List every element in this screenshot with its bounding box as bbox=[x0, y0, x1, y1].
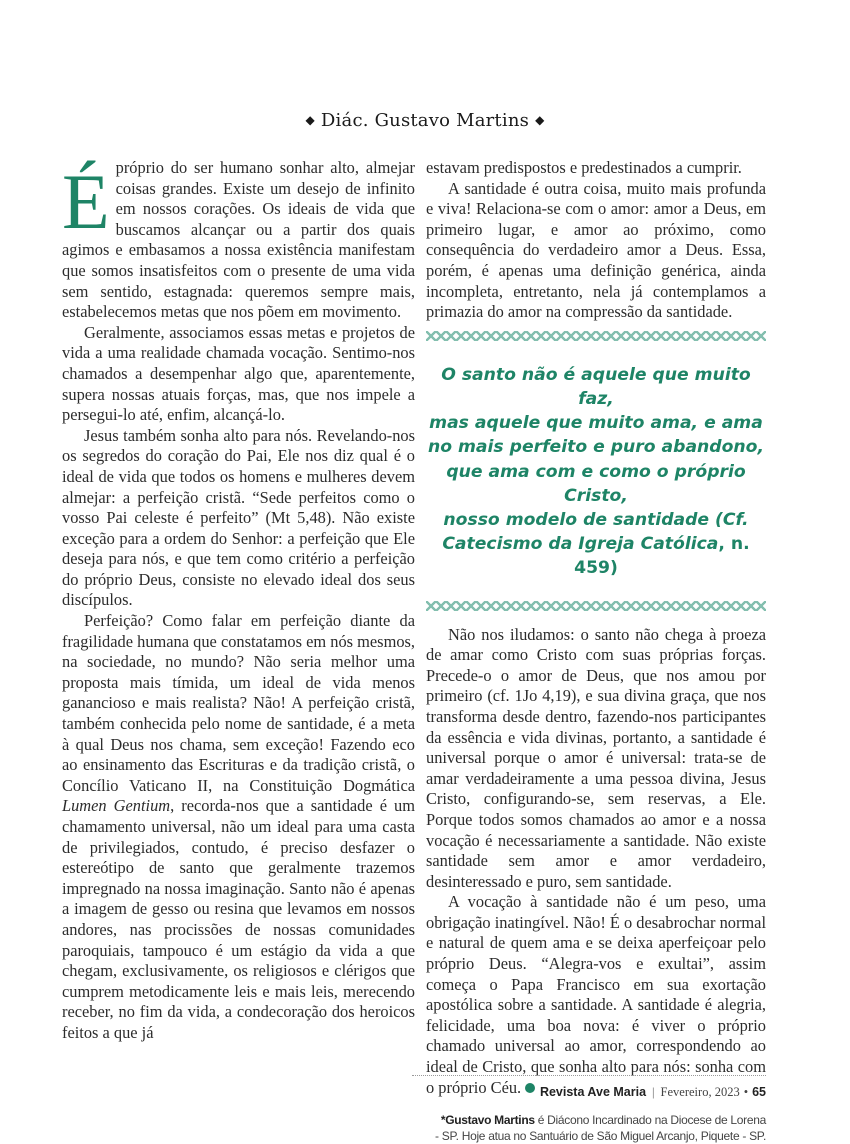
paragraph: A santidade é outra coisa, muito mais profunda e viva! Relaciona-se com o amor: amor a Deus, em primeiro lugar, e amor ao próximo, como consequência do verdadeiro amor a Deus. Essa, porém, é apenas uma definição genérica, ainda incompleta, entretanto, nela já contemplamos a primazia do amor na compressão da santidade. bbox=[426, 178, 766, 322]
pull-quote-line: mas aquele que muito ama, e ama bbox=[429, 413, 763, 434]
separator: | bbox=[652, 1085, 655, 1099]
left-column bbox=[62, 158, 415, 1044]
drop-cap: É bbox=[62, 158, 110, 245]
author-bio: *Gustavo Martins é Diácono Incardinado na Diocese de Lorena - SP. Hoje atua no Santuário de São Miguel Arcanjo, Piquete - SP. bbox=[435, 1113, 766, 1144]
pull-quote-line: nosso modelo de santidade (Cf. bbox=[443, 509, 749, 530]
pull-quote bbox=[426, 349, 766, 593]
paragraph: A vocação à santidade não é um peso, uma obrigação inatingível. Não! É o desabrochar normal e natural de quem ama e se deixa aperfeiçoar pelo próprio Deus. “Alegra-vos e exultai”, assim começa o Papa Francisco em sua exortação apostólica sobre a santidade. A santidade é alegria, felicidade, uma boa nova: é viver o próprio chamado universal ao amor, correspondendo ao ideal de Cristo, que sonha alto para nós: sonha com o próprio Céu. bbox=[426, 892, 766, 1097]
paragraph: Épróprio do ser humano sonhar alto, almejar coisas grandes. Existe um desejo de infinito em nossos corações. Os ideais de vida que buscamos alcançar ou a partir dos quais agimos e embasamos a nossa existência manifestam que somos insatisfeitos com o presente de uma vida sem sentido, estagnada: queremos sempre mais, estabelecemos metas que nos põem em movimento. bbox=[62, 158, 415, 322]
author-name: Diác. Gustavo Martins bbox=[320, 110, 530, 131]
pull-quote-line: que ama com e como o próprio Cristo, bbox=[446, 461, 746, 506]
paragraph: Geralmente, associamos essas metas e projetos de vida a uma realidade chamada vocação. Sentimo-nos chamados a desempenhar algo que, aparentemente, supera nossas atuais forças, mas, que nos impele a persegui-lo até, enfim, alcançá-lo. bbox=[62, 322, 415, 425]
bio-name: *Gustavo Martins bbox=[440, 1113, 535, 1128]
end-of-article-dot-icon bbox=[525, 1083, 535, 1093]
magazine-name: Revista Ave Maria bbox=[539, 1085, 647, 1099]
diamond-border-top bbox=[426, 331, 766, 341]
pull-quote-line: O santo não é aquele que muito faz, bbox=[441, 364, 751, 409]
pull-quote-source: Catecismo da Igreja Católica, n. 459) bbox=[442, 534, 750, 579]
author-byline bbox=[0, 110, 850, 131]
issue-date: Fevereiro, 2023 bbox=[660, 1085, 740, 1099]
diamond-border-bottom bbox=[426, 601, 766, 611]
document-title-italic: Lumen Gentium bbox=[62, 796, 171, 816]
footer-divider bbox=[412, 1075, 766, 1076]
paragraph: Perfeição? Como falar em perfeição diante da fragilidade humana que constatamos em nós mesmos, na sociedade, no mundo? Não seria melhor uma proposta mais tímida, um ideal de vida menos ganancioso e mais realista? Não! A perfeição cristã, também conhecida pelo nome de santidade, é a meta à qual Deus nos chama, sem exceção! Fazendo eco ao ensinamento das Escrituras e da tradição cristã, o Concílio Vaticano II, na Constituição Dogmática Lumen Gentium, recorda-nos que a santidade é um chamamento universal, não um ideal para uma casta de privilegiados, contudo, é preciso desfazer o estereótipo de santo que geralmente trazemos impregnado na nossa imaginação. Santo não é apenas a imagem de gesso ou resina que levamos em nossos andores, nas procissões de nossas comunidades paroquiais, tampouco é um estágio da vida a que chegam, exclusivamente, os religiosos e clérigos que cumprem metodicamente leis e mais leis, merecendo receber, no fim da vida, a condecoração dos heroicos feitos a que já bbox=[62, 611, 415, 1042]
pull-quote-line: no mais perfeito e puro abandono, bbox=[428, 437, 764, 458]
diamond-ornament-icon: ◆ bbox=[535, 113, 545, 127]
page-number: 65 bbox=[752, 1085, 766, 1099]
diamond-ornament-icon: ◆ bbox=[305, 113, 315, 127]
paragraph: Não nos iludamos: o santo não chega à proeza de amar como Cristo com suas próprias forças. Precede-o o amor de Deus, que nos amou por primeiro (cf. 1Jo 4,19), e sua divina graça, que nos transforma desde dentro, fazendo-nos participantes da essência e vida divinas, portanto, a santidade é universal porque o amor é universal: trata-se de amar verdadeiramente a uma pessoa divina, Jesus Cristo, configurando-se, sem reservas, a Ele. Porque todos somos chamados ao amor e a nossa vocação é necessariamente a santidade. Não existe santidade sem amor e amor verdadeiro, desinteressado e puro, sem santidade. bbox=[426, 624, 766, 891]
page-footer bbox=[540, 1085, 766, 1100]
bullet-icon: • bbox=[743, 1085, 749, 1099]
right-column bbox=[426, 158, 766, 1144]
paragraph: estavam predispostos e predestinados a cumprir. bbox=[426, 158, 742, 177]
paragraph: Jesus também sonha alto para nós. Revelando-nos os segredos do coração do Pai, Ele nos diz qual é o ideal de vida que todos os homens e mulheres devem almejar: a perfeição cristã. “Sede perfeitos como o vosso Pai celeste é perfeito” (Mt 5,48). Não existe exceção para a ordem do Senhor: a perfeição que Ele deseja para nós, e que tem como critério a perfeição do próprio Deus, consiste no elevado ideal dos seus discípulos. bbox=[62, 425, 415, 610]
